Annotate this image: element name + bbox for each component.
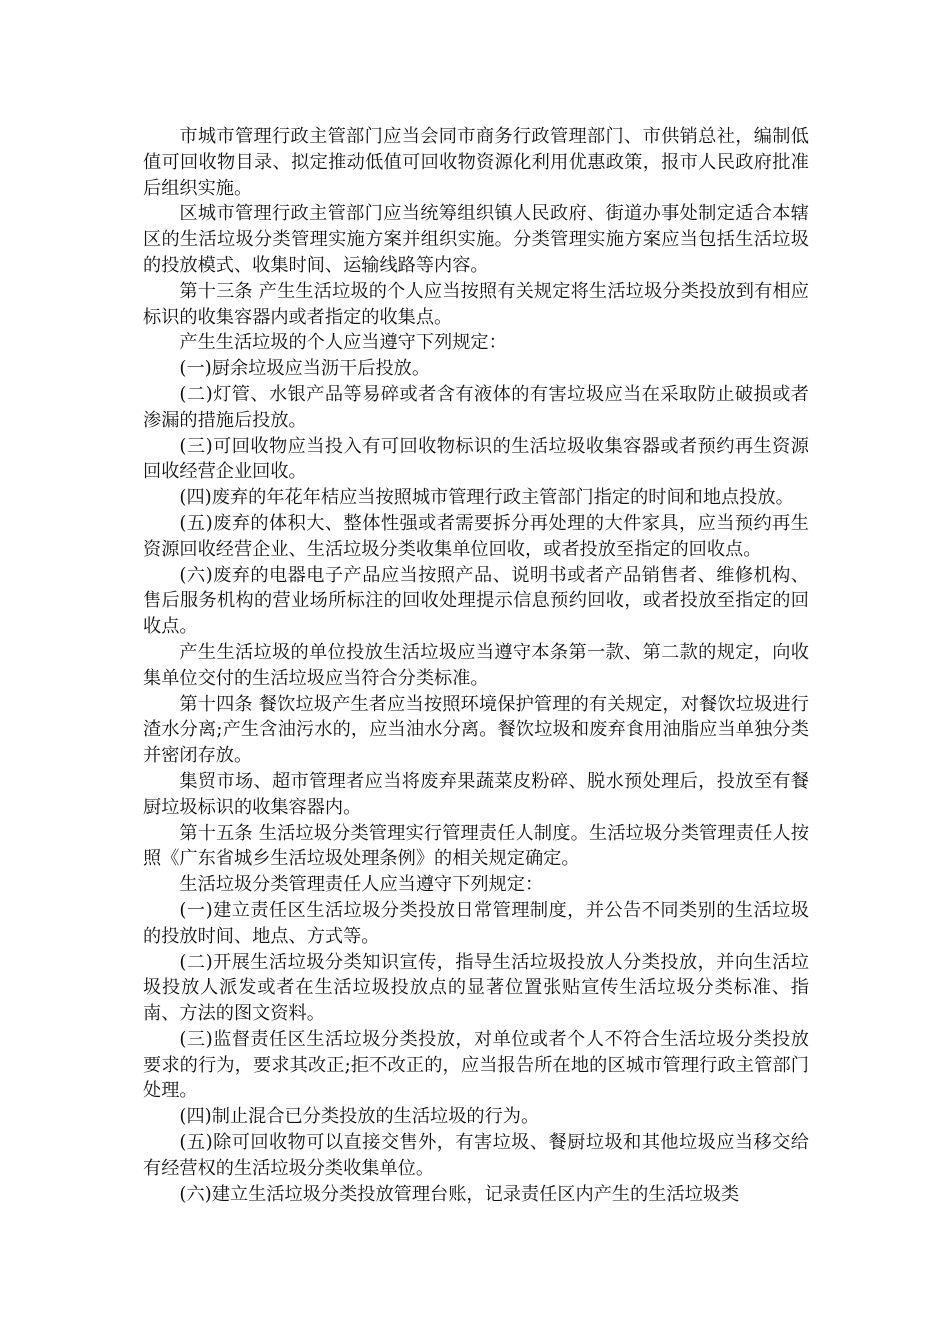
paragraph-individual-rules-intro: 产生生活垃圾的个人应当遵守下列规定： bbox=[179, 332, 507, 354]
paragraph-city-recyclables-catalog: 市城市管理行政主管部门应当会同市商务行政管理部门、市供销总社，编制低值可回收物目录、拟定推动低值可回收物资源化利用优惠政策，报市人民政府批准后组织实施。 bbox=[143, 126, 809, 199]
document-body bbox=[143, 124, 809, 1207]
paragraph-rule-5-bulky-furniture: (五)废弃的体积大、整体性强或者需要拆分再处理的大件家具，应当预约再生资源回收经营企业、生活垃圾分类收集单位回收，或者投放至指定的回收点。 bbox=[143, 512, 809, 560]
paragraph-duty-4-stop-mixing: (四)制止混合已分类投放的生活垃圾的行为。 bbox=[179, 1106, 540, 1128]
paragraph-article-15: 第十五条 生活垃圾分类管理实行管理责任人制度。生活垃圾分类管理责任人按照《广东省城乡生活垃圾处理条例》的相关规定确定。 bbox=[143, 822, 809, 870]
paragraph-rule-3-recyclables: (三)可回收物应当投入有可回收物标识的生活垃圾收集容器或者预约再生资源回收经营企业回收。 bbox=[143, 435, 809, 483]
paragraph-article-13: 第十三条 产生生活垃圾的个人应当按照有关规定将生活垃圾分类投放到有相应标识的收集容器内或者指定的收集点。 bbox=[143, 280, 809, 328]
paragraph-duty-6-ledger: (六)建立生活垃圾分类投放管理台账，记录责任区内产生的生活垃圾类 bbox=[179, 1183, 740, 1205]
paragraph-district-implementation-plan: 区城市管理行政主管部门应当统筹组织镇人民政府、街道办事处制定适合本辖区的生活垃圾分类管理实施方案并组织实施。分类管理实施方案应当包括生活垃圾的投放模式、收集时间、运输线路等内容。 bbox=[143, 203, 809, 276]
paragraph-duty-2-publicity: (二)开展生活垃圾分类知识宣传，指导生活垃圾投放人分类投放，并向生活垃圾投放人派发或者在生活垃圾投放点的显著位置张贴宣传生活垃圾分类标准、指南、方法的图文资料。 bbox=[143, 951, 809, 1025]
paragraph-rule-1-kitchen-waste: (一)厨余垃圾应当沥干后投放。 bbox=[179, 358, 431, 380]
paragraph-duty-1-management-system: (一)建立责任区生活垃圾分类投放日常管理制度，并公告不同类别的生活垃圾的投放时间、地点、方式等。 bbox=[143, 899, 809, 947]
paragraph-rule-2-hazardous-waste: (二)灯管、水银产品等易碎或者含有液体的有害垃圾应当在采取防止破损或者渗漏的措施后投放。 bbox=[143, 383, 809, 431]
paragraph-unit-disposal-rules: 产生生活垃圾的单位投放生活垃圾应当遵守本条第一款、第二款的规定，向收集单位交付的生活垃圾应当符合分类标准。 bbox=[143, 641, 809, 689]
paragraph-rule-4-festival-plants: (四)废弃的年花年桔应当按照城市管理行政主管部门指定的时间和地点投放。 bbox=[179, 487, 794, 509]
paragraph-duty-3-supervision: (三)监督责任区生活垃圾分类投放，对单位或者个人不符合生活垃圾分类投放要求的行为，要求其改正;拒不改正的，应当报告所在地的区城市管理行政主管部门处理。 bbox=[143, 1028, 809, 1102]
paragraph-responsible-person-rules-intro: 生活垃圾分类管理责任人应当遵守下列规定： bbox=[179, 874, 544, 896]
paragraph-market-managers: 集贸市场、超市管理者应当将废弃果蔬菜皮粉碎、脱水预处理后，投放至有餐厨垃圾标识的收集容器内。 bbox=[143, 770, 809, 818]
paragraph-article-14: 第十四条 餐饮垃圾产生者应当按照环境保护管理的有关规定，对餐饮垃圾进行渣水分离;产生含油污水的，应当油水分离。餐饮垃圾和废弃食用油脂应当单独分类并密闭存放。 bbox=[143, 693, 809, 767]
paragraph-rule-6-electronics: (六)废弃的电器电子产品应当按照产品、说明书或者产品销售者、维修机构、售后服务机构的营业场所标注的回收处理提示信息预约回收，或者投放至指定的回收点。 bbox=[143, 564, 809, 638]
paragraph-duty-5-handover: (五)除可回收物可以直接交售外，有害垃圾、餐厨垃圾和其他垃圾应当移交给有经营权的生活垃圾分类收集单位。 bbox=[143, 1132, 809, 1179]
